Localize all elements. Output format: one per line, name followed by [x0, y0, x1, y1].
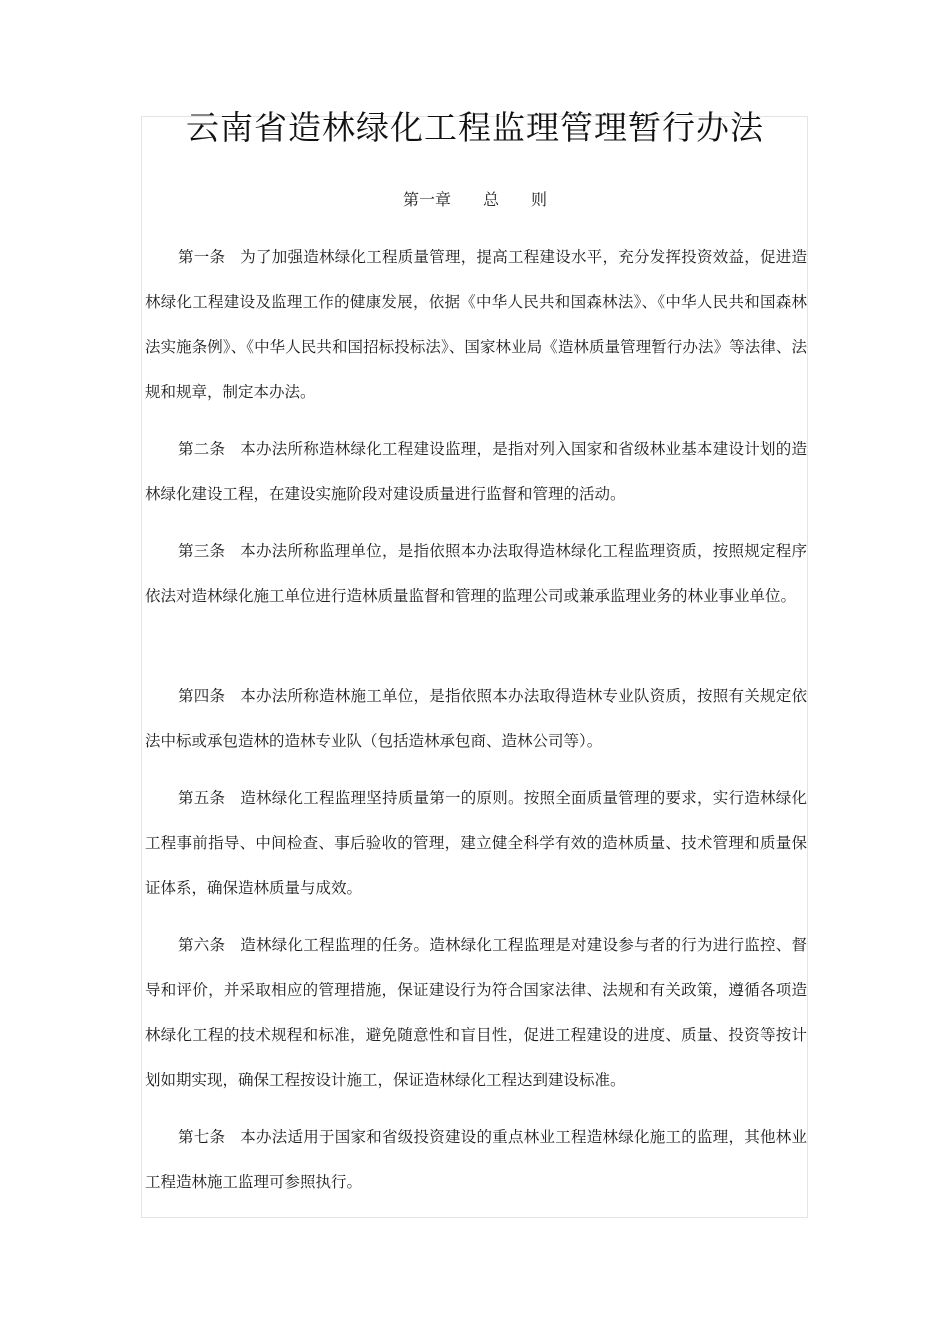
article-number: 第三条 [178, 542, 226, 560]
article-number: 第七条 [178, 1128, 226, 1146]
article-7 [145, 1115, 807, 1205]
article-number: 第二条 [178, 440, 226, 458]
article-text: 造林绿化工程监理的任务。造林绿化工程监理是对建设参与者的行为进行监控、督导和评价，并采取相应的管理措施，保证建设行为符合国家法律、法规和有关政策，遵循各项造林绿化工程的技术规程和标准，避免随意性和盲目性，促进工程建设的进度、质量、投资等按计划如期实现，确保工程按设计施工，保证造林绿化工程达到建设标准。 [145, 936, 807, 1089]
chapter-heading [0, 188, 950, 212]
article-text: 本办法所称造林绿化工程建设监理，是指对列入国家和省级林业基本建设计划的造林绿化建设工程，在建设实施阶段对建设质量进行监督和管理的活动。 [145, 440, 807, 503]
chapter-name-part2: 则 [531, 190, 548, 209]
article-text: 本办法适用于国家和省级投资建设的重点林业工程造林绿化施工的监理，其他林业工程造林施工监理可参照执行。 [145, 1128, 807, 1191]
article-5 [145, 776, 807, 911]
article-text: 造林绿化工程监理坚持质量第一的原则。按照全面质量管理的要求，实行造林绿化工程事前指导、中间检查、事后验收的管理，建立健全科学有效的造林质量、技术管理和质量保证体系，确保造林质量与成效。 [145, 789, 807, 897]
article-number: 第六条 [178, 936, 226, 954]
chapter-name-part1: 总 [482, 190, 499, 209]
article-4 [145, 674, 807, 764]
article-text: 本办法所称监理单位，是指依照本办法取得造林绿化工程监理资质，按照规定程序依法对造林绿化施工单位进行造林质量监督和管理的监理公司或兼承监理业务的林业事业单位。 [145, 542, 807, 605]
article-2 [145, 427, 807, 517]
article-number: 第五条 [178, 789, 226, 807]
chapter-number: 第一章 [402, 190, 451, 209]
article-3 [145, 529, 807, 619]
article-6 [145, 923, 807, 1103]
article-number: 第四条 [178, 687, 226, 705]
article-text: 本办法所称造林施工单位，是指依照本办法取得造林专业队资质，按照有关规定依法中标或承包造林的造林专业队（包括造林承包商、造林公司等）。 [145, 687, 807, 750]
article-text: 为了加强造林绿化工程质量管理，提高工程建设水平，充分发挥投资效益，促进造林绿化工程建设及监理工作的健康发展，依据《中华人民共和国森林法》、《中华人民共和国森林法实施条例》、《中华人民共和国招标投标法》、国家林业局《造林质量管理暂行办法》等法律、法规和规章，制定本办法。 [145, 248, 807, 401]
article-number: 第一条 [178, 248, 226, 266]
document-title: 云南省造林绿化工程监理管理暂行办法 [186, 108, 764, 147]
article-1 [145, 235, 807, 415]
